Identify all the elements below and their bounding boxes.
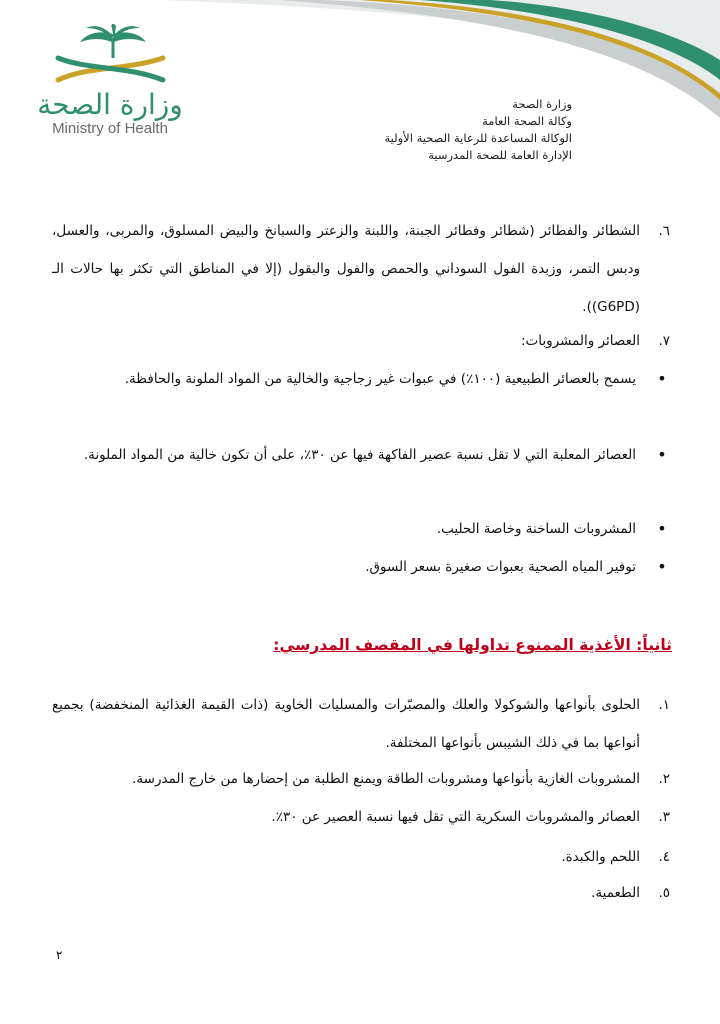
- bullet-text: العصائر المعلبة التي لا تقل نسبة عصير الفاكهة فيها عن ٣٠٪، على أن تكون خالية من المواد الملونة.: [83, 447, 636, 463]
- item-text: الطعمية.: [591, 885, 640, 901]
- bullet-text: يسمح بالعصائر الطبيعية (١٠٠٪) في عبوات غير زجاجية والخالية من المواد الملونة والحافظة.: [124, 371, 636, 387]
- bullet-item: [52, 510, 670, 548]
- item-text: المشروبات الغازية بأنواعها ومشروبات الطاقة ويمنع الطلبة من إحضارها من خارج المدرسة.: [132, 771, 640, 787]
- bullet-dot: •: [657, 445, 667, 464]
- ministry-line: وزارة الصحة: [512, 97, 572, 111]
- item-text: الشطائر والفطائر (شطائر وفطائر الجبنة، واللبنة والزعتر والسبانخ والبيض المسلوق، والمربى، والعسل، ودبس التمر، وزبدة الفول السوداني والحمص والفول والبقول (إلا في المناطق التي تكثر بها حالات الـ (G6PD)).: [52, 223, 640, 315]
- bullet-item: [52, 548, 670, 586]
- ministry-info: [384, 96, 572, 164]
- list-item: [52, 760, 670, 798]
- list-item: [52, 798, 670, 836]
- list-item-6: [52, 212, 670, 326]
- page-number: ٢: [56, 948, 63, 962]
- list-item: [52, 838, 670, 876]
- item-text: العصائر والمشروبات السكرية التي تقل فيها نسبة العصير عن ٣٠٪.: [271, 809, 640, 825]
- bullet-dot: •: [657, 519, 667, 538]
- list-item: [52, 686, 670, 762]
- item-number: ٥.: [658, 885, 670, 901]
- ministry-line: الإدارة العامة للصحة المدرسية: [428, 148, 572, 162]
- logo-english-text: Ministry of Health: [52, 120, 168, 137]
- logo-arabic-text: وزارة الصحة: [37, 88, 183, 121]
- item-number: ١.: [658, 697, 670, 713]
- bullet-dot: •: [657, 369, 667, 388]
- bullet-item: [52, 436, 670, 474]
- item-title: العصائر والمشروبات:: [520, 333, 640, 349]
- item-text: اللحم والكبدة.: [561, 849, 640, 865]
- section-heading: ثانياً: الأغذية الممنوع تداولها في المقصف المدرسي:: [273, 636, 672, 654]
- bullet-dot: •: [657, 557, 667, 576]
- bullet-text: توفير المياه الصحية بعبوات صغيرة بسعر السوق.: [365, 559, 636, 575]
- list-item-7: [52, 322, 670, 360]
- ministry-line: وكالة الصحة العامة: [482, 114, 572, 128]
- item-number: ٧.: [658, 333, 670, 349]
- item-number: ٣.: [658, 809, 670, 825]
- item-number: ٦.: [658, 223, 670, 239]
- item-number: ٢.: [658, 771, 670, 787]
- bullet-item: [52, 360, 670, 398]
- ministry-line: الوكالة المساعدة للرعاية الصحية الأولية: [384, 131, 572, 145]
- item-number: ٤.: [658, 849, 670, 865]
- item-text: الحلوى بأنواعها والشوكولا والعلك والمصبّرات والمسليات الخاوية (ذات القيمة الغذائية المنخفضة) بجميع أنواعها بما في ذلك الشيبس بأنواعها المختلفة.: [52, 697, 640, 751]
- bullet-text: المشروبات الساخنة وخاصة الحليب.: [436, 521, 636, 537]
- list-item: [52, 874, 670, 912]
